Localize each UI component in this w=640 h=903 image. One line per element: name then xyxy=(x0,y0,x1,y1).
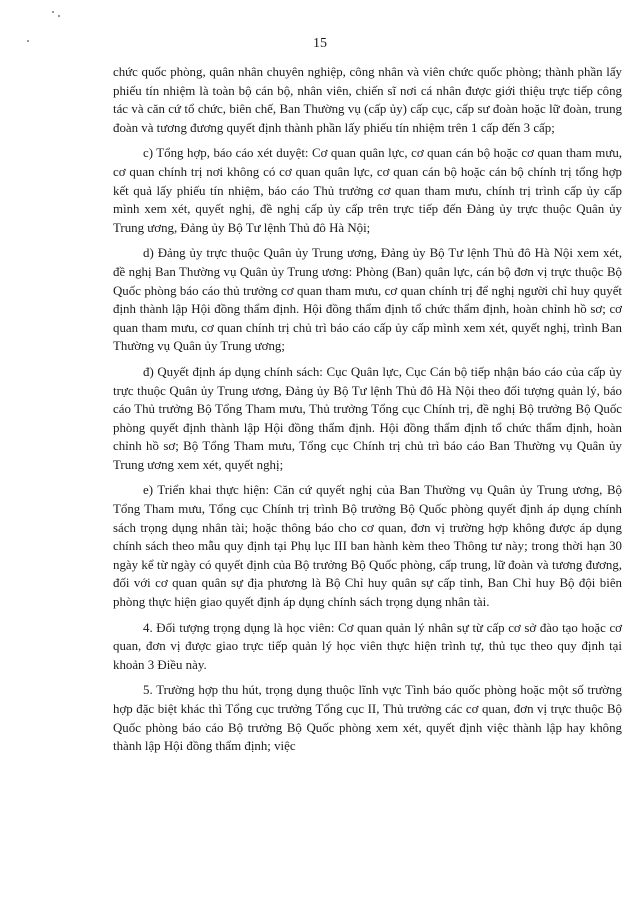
paragraph-dd-policy-decision: đ) Quyết định áp dụng chính sách: Cục Quân lực, Cục Cán bộ tiếp nhận báo cáo của cấp ủy trực thuộc Quân ủy Trung ương, Đảng ủy Bộ Tư lệnh Thủ đô Hà Nội theo đối tượng quản lý, báo cáo Thủ trưởng Bộ Tổng Tham mưu, Thủ trưởng Tổng cục Chính trị, đề nghị Bộ trưởng Bộ Quốc phòng quyết định thành lập Hội đồng thẩm định. Hội đồng thẩm định tổ chức thẩm định, hoàn chỉnh hồ sơ; Bộ Tổng Tham mưu, Tổng cục Chính trị chủ trì báo cáo Ban Thường vụ Quân ủy Trung ương xem xét, quyết nghị; xyxy=(113,364,622,472)
scan-speck xyxy=(52,11,54,13)
page-number: 15 xyxy=(313,36,327,51)
paragraph-continuation: chức quốc phòng, quân nhân chuyên nghiệp, công nhân và viên chức quốc phòng; thành phần lấy phiếu tín nhiệm là toàn bộ cán bộ, nhân viên, chiến sĩ nơi cá nhân được giới thiệu trực tiếp công tác và căn cứ tổ chức, biên chế, Ban Thường vụ (cấp ủy) cấp cục, cấp sư đoàn hoặc lữ đoàn, trung đoàn và tương đương quyết định thành phần lấy phiếu tín nhiệm trên 1 cấp đến 3 cấp; xyxy=(113,65,622,135)
paragraph-5-special-cases: 5. Trường hợp thu hút, trọng dụng thuộc lĩnh vực Tình báo quốc phòng hoặc một số trường hợp đặc biệt khác thì Tổng cục trưởng Tổng cục II, Thủ trưởng các cơ quan, đơn vị trực thuộc Bộ Quốc phòng báo cáo Bộ trưởng Bộ Quốc phòng xem xét, quyết định việc thành lập hay không thành lập Hội đồng thẩm định; việc xyxy=(113,683,622,754)
paragraph-e-implementation: e) Triển khai thực hiện: Căn cứ quyết nghị của Ban Thường vụ Quân ủy Trung ương, Bộ Tổng Tham mưu, Tổng cục Chính trị trình Bộ trưởng Bộ Quốc phòng quyết định áp dụng chính sách trọng dụng nhân tài; hoặc thông báo cho cơ quan, đơn vị trường hợp không được áp dụng chính sách theo mẫu quy định tại Phụ lục III ban hành kèm theo Thông tư này; trong thời hạn 30 ngày kể từ ngày có quyết định của Bộ trưởng Bộ Quốc phòng, cấp trung, lữ đoàn và tương đương, đối với cơ quan quân sự địa phương là Bộ Chỉ huy quân sự cấp tỉnh, Ban Chỉ huy Bộ đội biên phòng thực hiện giao quyết định áp dụng chính sách trọng dụng nhân tài. xyxy=(113,483,622,610)
document-body xyxy=(113,63,622,756)
paragraph-c-summary-report: c) Tổng hợp, báo cáo xét duyệt: Cơ quan quân lực, cơ quan cán bộ hoặc cơ quan tham mưu, cơ quan chính trị nơi không có cơ quan quân lực, cơ quan cán bộ hoặc cán bộ chính trị tổng hợp kết quả lấy phiếu tín nhiệm, báo cáo Thủ trưởng cơ quan tham mưu, chính trị trình cấp ủy cấp mình xem xét, quyết nghị, đề nghị cấp ủy cấp trên trực tiếp đến Đảng ủy trực thuộc Quân ủy Trung ương, Đảng ủy Bộ Tư lệnh Thủ đô Hà Nội; xyxy=(113,146,622,235)
scan-speck xyxy=(58,15,60,17)
paragraph-4-students: 4. Đối tượng trọng dụng là học viên: Cơ quan quản lý nhân sự từ cấp cơ sở đào tạo hoặc cơ quan, đơn vị được giao trực tiếp quản lý học viên thực hiện trình tự, thủ tục theo quy định tại khoản 3 Điều này. xyxy=(113,620,622,672)
paragraph-d-party-committee-review: d) Đảng ủy trực thuộc Quân ủy Trung ương, Đảng ủy Bộ Tư lệnh Thủ đô Hà Nội xem xét, đề nghị Ban Thường vụ Quân ủy Trung ương: Phòng (Ban) quân lực, cán bộ đơn vị trực thuộc Bộ Quốc phòng báo cáo thủ trưởng cơ quan tham mưu, cơ quan chính trị để nghị người chỉ huy quyết định thành lập Hội đồng thẩm định. Hội đồng thẩm định tổ chức thẩm định, hoàn chỉnh hồ sơ; cơ quan tham mưu, cơ quan chính trị chủ trì báo cáo cấp ủy cấp mình xem xét, quyết nghị, trình Ban Thường vụ Quân ủy Trung ương; xyxy=(113,246,622,354)
